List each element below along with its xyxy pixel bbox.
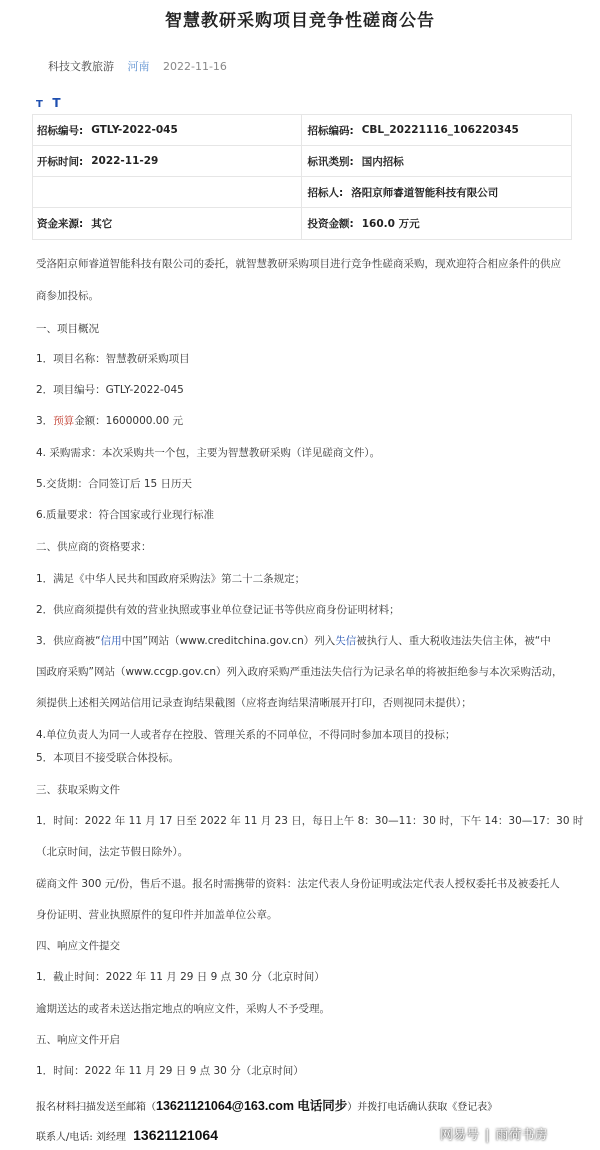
credit-suffix: 被执行人、重大税收违法失信主体，被“中 bbox=[356, 635, 551, 647]
watermark-site: 网易号 bbox=[440, 1128, 480, 1143]
contact-line bbox=[36, 1127, 218, 1143]
invest-value: 160.0 万元 bbox=[361, 218, 420, 230]
credit-keyword-link[interactable]: 信用 bbox=[100, 635, 122, 647]
info-cell-open bbox=[33, 146, 301, 176]
paragraph: 6.质量要求：符合国家或行业现行标准 bbox=[36, 509, 215, 521]
paragraph: 1．时间：2022 年 11 月 29 日 9 点 30 分（北京时间） bbox=[36, 1065, 304, 1077]
paragraph: 逾期送达的或者未送达指定地点的响应文件，采购人不予受理。 bbox=[36, 1003, 330, 1015]
info-cell-fund bbox=[33, 208, 301, 239]
publish-date: 2022-11-16 bbox=[163, 60, 227, 73]
section-heading-5: 五、响应文件开启 bbox=[36, 1034, 120, 1046]
info-cell-buyer bbox=[301, 177, 572, 207]
paragraph: 1．项目名称：智慧教研采购项目 bbox=[36, 353, 190, 365]
info-cell-code bbox=[301, 115, 572, 145]
buyer-label: 招标人: bbox=[307, 186, 344, 199]
section-heading-2: 二、供应商的资格要求： bbox=[36, 541, 152, 553]
paragraph: 5．本项目不接受联合体投标。 bbox=[36, 752, 180, 764]
section-heading-3: 三、获取采购文件 bbox=[36, 784, 120, 796]
invest-label: 投资金额: bbox=[307, 218, 354, 230]
article-meta bbox=[48, 58, 237, 74]
credit-line bbox=[36, 633, 580, 648]
tender-info-table bbox=[32, 114, 572, 240]
paragraph: 身份证明、营业执照原件的复印件并加盖单位公章。 bbox=[36, 909, 278, 921]
credit-mid: 中国”网站（www.creditchina.gov.cn）列入 bbox=[121, 635, 336, 647]
dishonest-keyword-link[interactable]: 失信 bbox=[335, 635, 357, 647]
page-title: 智慧教研采购项目竞争性磋商公告 bbox=[165, 11, 435, 31]
info-row bbox=[33, 208, 571, 239]
buyer-value: 洛阳京师睿道智能科技有限公司 bbox=[351, 186, 499, 199]
info-cell-type bbox=[301, 146, 572, 176]
paragraph: 4. 采购需求：本次采购共一个包，主要为智慧教研采购（详见磋商文件）。 bbox=[36, 447, 381, 459]
contact-name: 刘经理 bbox=[95, 1132, 126, 1143]
code-label: 招标编码: bbox=[307, 124, 354, 137]
credit-prefix: 3．供应商被“ bbox=[36, 635, 101, 647]
paragraph: 国政府采购”网站（www.ccgp.gov.cn）列入政府采购严重违法失信行为记录名单的将被拒绝参与本次采购活动， bbox=[36, 666, 563, 678]
paragraph: 1．截止时间：2022 年 11 月 29 日 9 点 30 分（北京时间） bbox=[36, 971, 325, 983]
budget-line bbox=[36, 413, 580, 428]
category-link[interactable]: 科技文教旅游 bbox=[48, 60, 114, 73]
section-heading-4: 四、响应文件提交 bbox=[36, 940, 120, 952]
watermark-separator: | bbox=[485, 1128, 490, 1143]
contact-phone[interactable]: 13621121064 bbox=[133, 1127, 218, 1143]
info-row bbox=[33, 146, 571, 177]
font-large-button[interactable]: T bbox=[52, 96, 61, 110]
section-heading-1: 一、项目概况 bbox=[36, 323, 99, 335]
code-value: CBL_20221116_106220345 bbox=[361, 124, 519, 136]
email-link[interactable]: 13621121064@163.com bbox=[156, 1099, 295, 1113]
info-row bbox=[33, 177, 571, 208]
phone-sync-text: 电话同步 bbox=[297, 1099, 348, 1113]
paragraph: 4.单位负责人为同一人或者存在控股、管理关系的不同单位，不得同时参加本项目的投标； bbox=[36, 729, 456, 741]
paragraph: 2．项目编号：GTLY-2022-045 bbox=[36, 384, 184, 396]
info-cell-empty bbox=[33, 177, 301, 207]
intro-line-1: 受洛阳京师睿道智能科技有限公司的委托，就智慧教研采购项目进行竞争性磋商采购，现欢迎符合相应条件的供应 bbox=[36, 258, 561, 270]
open-date-value: 2022-11-29 bbox=[91, 155, 159, 167]
intro-line-2: 商参加投标。 bbox=[36, 290, 99, 302]
info-cell-bid-no bbox=[33, 115, 301, 145]
paragraph: 须提供上述相关网站信用记录查询结果截图（应将查询结果清晰展开打印，否则视同未提供）； bbox=[36, 697, 472, 709]
info-cell-invest bbox=[301, 208, 572, 239]
signup-note bbox=[36, 1096, 497, 1114]
fund-value: 其它 bbox=[91, 218, 113, 230]
paragraph: 磋商文件 300 元/份，售后不退。报名时需携带的资料：法定代表人身份证明或法定代表人授权委托书及被委托人 bbox=[36, 878, 560, 890]
type-value: 国内招标 bbox=[361, 155, 404, 168]
budget-prefix: 3． bbox=[36, 415, 54, 427]
bid-no-value: GTLY-2022-045 bbox=[91, 124, 178, 136]
source-watermark bbox=[440, 1124, 547, 1143]
signup-suffix: ）并拨打电话确认获取《登记表》 bbox=[347, 1102, 498, 1113]
budget-amount: 金额：1600000.00 元 bbox=[74, 415, 183, 427]
paragraph: 1．时间：2022 年 11 月 17 日至 2022 年 11 月 23 日，每日上午 8：30—11：30 时，下午 14：30—17：30 时 bbox=[36, 815, 584, 827]
watermark-author: 雨荷书房 bbox=[495, 1128, 548, 1143]
bid-no-label: 招标编号: bbox=[37, 124, 84, 137]
type-label: 标讯类别: bbox=[307, 155, 354, 168]
budget-keyword-link[interactable]: 预算 bbox=[53, 415, 75, 427]
paragraph: （北京时间，法定节假日除外）。 bbox=[36, 846, 189, 858]
open-date-label: 开标时间: bbox=[37, 155, 84, 168]
font-size-toggle bbox=[36, 96, 67, 110]
paragraph: 1．满足《中华人民共和国政府采购法》第二十二条规定； bbox=[36, 573, 306, 585]
region-link[interactable]: 河南 bbox=[127, 60, 150, 73]
paragraph: 5.交货期：合同签订后 15 日历天 bbox=[36, 478, 193, 490]
signup-prefix: 报名材料扫描发送至邮箱（ bbox=[36, 1102, 156, 1113]
font-small-button[interactable]: T bbox=[36, 99, 43, 110]
paragraph: 2．供应商须提供有效的营业执照或事业单位登记证书等供应商身份证明材料； bbox=[36, 604, 400, 616]
fund-label: 资金来源: bbox=[37, 218, 84, 230]
contact-label: 联系人/电话: bbox=[36, 1132, 93, 1143]
info-row bbox=[33, 115, 571, 146]
